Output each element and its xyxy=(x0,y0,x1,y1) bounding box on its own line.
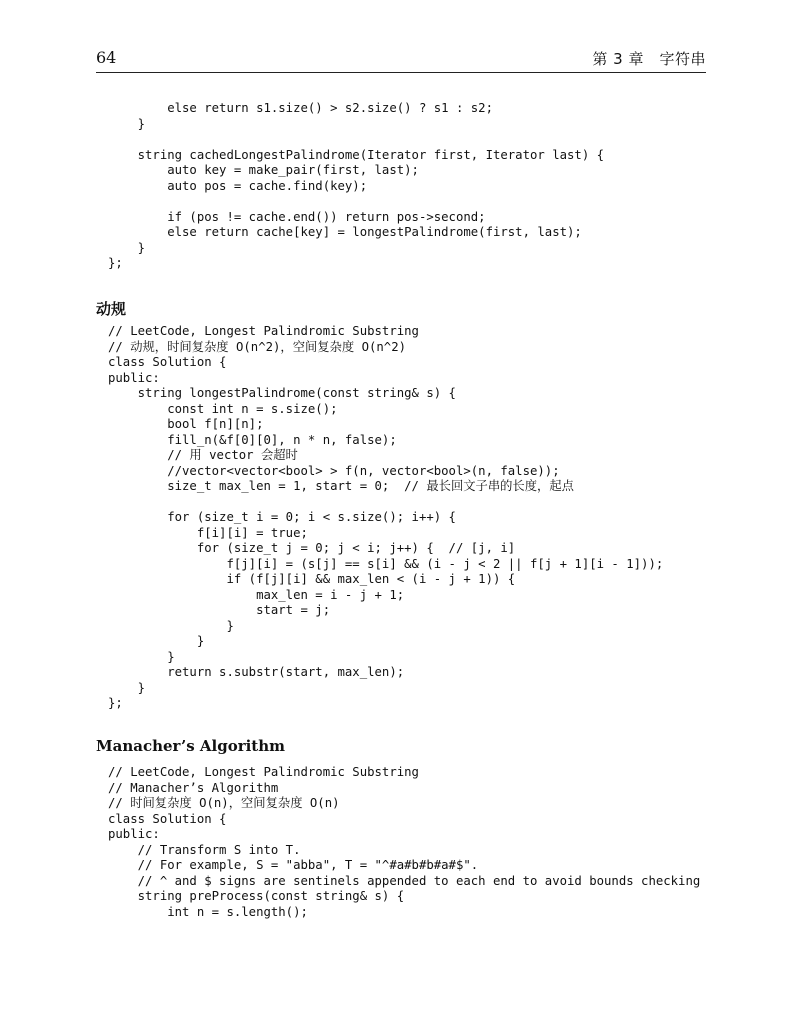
code-line: } xyxy=(108,618,234,633)
code-line: bool f[n][n]; xyxy=(108,417,264,431)
code-line: auto pos = cache.find(key); xyxy=(108,178,368,193)
code-line: } xyxy=(108,240,146,255)
code-line: f[i][i] = true; xyxy=(108,525,308,540)
code-line: public: xyxy=(108,827,160,841)
page-header xyxy=(96,46,706,73)
code-line: return s.substr(start, max_len); xyxy=(108,665,405,679)
code-line xyxy=(108,495,663,511)
code-line: }; xyxy=(108,696,123,710)
code-line: // LeetCode, Longest Palindromic Substring xyxy=(108,324,419,338)
code-line: else return cache[key] = longestPalindrome(first, last); xyxy=(108,225,582,239)
code-line: // For example, S = "abba", T = "^#a#b#b#a#$". xyxy=(108,858,479,872)
code-line: // Transform S into T. xyxy=(108,842,301,857)
code-line: // Manacher’s Algorithm xyxy=(108,780,279,795)
code-line: fill_n(&f[0][0], n * n, false); xyxy=(108,432,397,447)
code-line: const int n = s.size(); xyxy=(108,401,338,416)
chapter-title: 第 3 章 字符串 xyxy=(592,50,706,68)
code-line: auto key = make_pair(first, last); xyxy=(108,163,419,177)
code-line: else return s1.size() > s2.size() ? s1 : s2; xyxy=(108,101,493,115)
code-line: // LeetCode, Longest Palindromic Substring xyxy=(108,765,419,779)
code-line: } xyxy=(108,680,146,695)
code-line xyxy=(108,194,604,210)
code-block-manacher xyxy=(108,765,700,920)
code-line: if (f[j][i] && max_len < (i - j + 1)) { xyxy=(108,572,516,586)
code-line: class Solution { xyxy=(108,811,227,826)
code-block-dp-solution xyxy=(108,324,663,712)
page-number: 64 xyxy=(96,48,117,67)
code-line: int n = s.length(); xyxy=(108,904,308,919)
code-line: class Solution { xyxy=(108,355,227,369)
code-line: } xyxy=(108,116,146,131)
code-line: for (size_t j = 0; j < i; j++) { // [j, i] xyxy=(108,541,516,555)
section-heading-dp: 动规 xyxy=(96,300,127,318)
code-line xyxy=(108,132,604,148)
code-block-cached-palindrome xyxy=(108,101,604,272)
code-line: max_len = i - j + 1; xyxy=(108,587,405,602)
code-line: // 用 vector 会超时 xyxy=(108,448,298,462)
code-line: public: xyxy=(108,370,160,385)
code-line: string cachedLongestPalindrome(Iterator first, Iterator last) { xyxy=(108,147,605,162)
code-line: }; xyxy=(108,256,123,270)
code-line: //vector<vector<bool> > f(n, vector<bool>(n, false)); xyxy=(108,463,560,478)
code-line: for (size_t i = 0; i < s.size(); i++) { xyxy=(108,510,456,524)
code-line: if (pos != cache.end()) return pos->second; xyxy=(108,209,486,224)
code-line: // 动规，时间复杂度 O(n^2)，空间复杂度 O(n^2) xyxy=(108,339,407,354)
code-line: // 时间复杂度 O(n)，空间复杂度 O(n) xyxy=(108,796,340,810)
code-line: string preProcess(const string& s) { xyxy=(108,889,405,903)
section-heading-manacher: Manacher’s Algorithm xyxy=(96,737,286,755)
code-line: f[j][i] = (s[j] == s[i] && (i - j < 2 || f[j + 1][i - 1])); xyxy=(108,556,664,571)
code-line: } xyxy=(108,634,205,648)
code-line: string longestPalindrome(const string& s) { xyxy=(108,386,456,400)
code-line: } xyxy=(108,649,175,664)
code-line: size_t max_len = 1, start = 0; // 最长回文子串的长度，起点 xyxy=(108,479,574,493)
code-line: // ^ and $ signs are sentinels appended to each end to avoid bounds checking xyxy=(108,873,701,888)
code-line: start = j; xyxy=(108,603,331,617)
